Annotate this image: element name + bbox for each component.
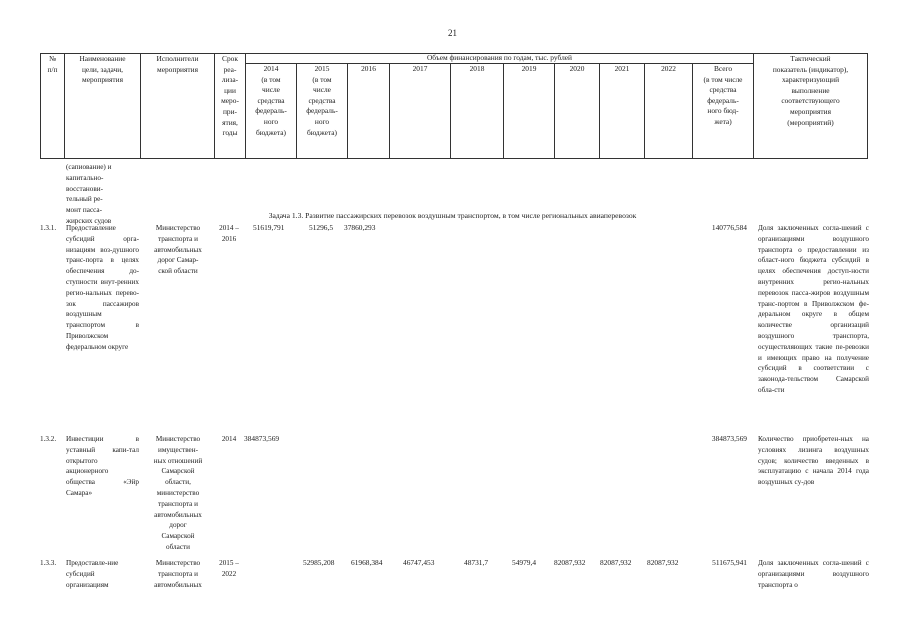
header-total: Всего (в том числе средства федераль- ного бюд- жета) — [703, 64, 743, 126]
row-executor: Министерство транспорта и автомобильных дорог Самар- ской области — [154, 224, 202, 276]
row-term: 2014 — [221, 435, 237, 443]
row-term: 2014 – 2016 — [219, 224, 239, 243]
row-2016: 61968,384 — [351, 558, 383, 567]
header-num: № п/п — [47, 54, 58, 74]
header-year-2018: 2018 — [469, 64, 485, 73]
row-2019: 54979,4 — [512, 558, 537, 567]
row-2015: 51296,5 — [309, 223, 334, 232]
row-name: Предоставле-ние субсидий организациям — [66, 559, 119, 589]
row-executor: Министерство транспорта и автомобильных — [154, 559, 202, 589]
row-2018: 48731,7 — [464, 558, 489, 567]
header-year-2019: 2019 — [521, 64, 537, 73]
header-year-2014: 2014 (в том числе средства федераль- ного бюджета) — [255, 64, 287, 137]
header-year-2015: 2015 (в том числе средства федераль- ного бюджета) — [306, 64, 338, 137]
row-num: 1.3.3. — [40, 559, 57, 567]
row-indicator: Доля заключенных согла-шений с организациями воздушного транспорта о — [758, 559, 869, 589]
row-indicator: Доля заключенных согла-шений с организациями воздушного транспорта о предоставлении из област-ного бюджета субсидий в целях обеспечения доступ-ности внутренних регио-нальных перевозок пасса-жиров воздушным транс-портом в Приволжском фе-деральном округе в общем количестве организаций воздушного транспорта, осуществляющих такие пе-ревозки и имеющих право на получение субсидий в соответствии с законода-тельством Самарской обла-сти — [758, 224, 869, 394]
row-term: 2015 – 2022 — [219, 559, 239, 578]
row-2016: 37860,293 — [344, 223, 376, 232]
row-indicator: Количество приобретен-ных на условиях лизинга воздушных судов; количество введенных в эксплуатацию с начала 2014 года воздушных су-дов — [758, 435, 869, 487]
continued-text: (сапиование) и капитально- восстанови- тельный ре- монт пасса- жирских судов — [66, 163, 112, 225]
header-year-2021: 2021 — [614, 64, 630, 73]
row-total: 511675,941 — [712, 558, 747, 567]
row-2014: 51619,791 — [253, 223, 285, 232]
row-2017: 46747,453 — [403, 558, 435, 567]
header-year-2020: 2020 — [569, 64, 585, 73]
row-2014: 384873,569 — [244, 434, 280, 443]
row-2021: 82087,932 — [600, 558, 632, 567]
header-year-2016: 2016 — [361, 64, 376, 73]
row-num: 1.3.2. — [40, 435, 57, 443]
table-header — [40, 53, 868, 159]
header-finance: Объем финансирования по годам, тыс. рублей — [426, 53, 573, 62]
row-num: 1.3.1. — [40, 224, 57, 232]
header-year-2022: 2022 — [661, 64, 676, 73]
row-name: Инвестиции в уставный капи-тал открытого акционерного общества «Эйр Самара» — [66, 435, 139, 497]
row-name: Предоставление субсидий орга-низациям воз-душного транс-порта в целях обеспечения до-ступности внут-ренних регио-нальных перево-зок пассажиров воздушным транспортом в Приволжском федеральном округе — [66, 224, 139, 351]
header-year-2017: 2017 — [412, 64, 428, 73]
row-2022: 82087,932 — [647, 558, 679, 567]
header-term: Срок реа- лиза- ции меро- при- ятия, годы — [221, 54, 239, 138]
header-indicator: Тактический показатель (индикатор), характеризующий выполнение соответствующего мероприятия (мероприятий) — [772, 54, 849, 127]
row-total: 384873,569 — [711, 434, 747, 443]
row-total: 140776,584 — [711, 223, 747, 232]
header-executor: Исполнители мероприятия — [156, 54, 199, 74]
row-2015: 52985,208 — [303, 558, 335, 567]
row-executor: Министерство имуществен- ных отношений Самарской области, министерство транспорта и автомобильных дорог Самарской области — [153, 435, 203, 551]
header-name: Наименование цели, задачи, мероприятия — [79, 54, 126, 85]
task-title: Задача 1.3. Развитие пассажирских перевозок воздушным транспортом, в том числе региональных авиаперевозок — [268, 211, 637, 220]
page-number: 21 — [448, 28, 457, 38]
row-2020: 82087,932 — [554, 558, 586, 567]
